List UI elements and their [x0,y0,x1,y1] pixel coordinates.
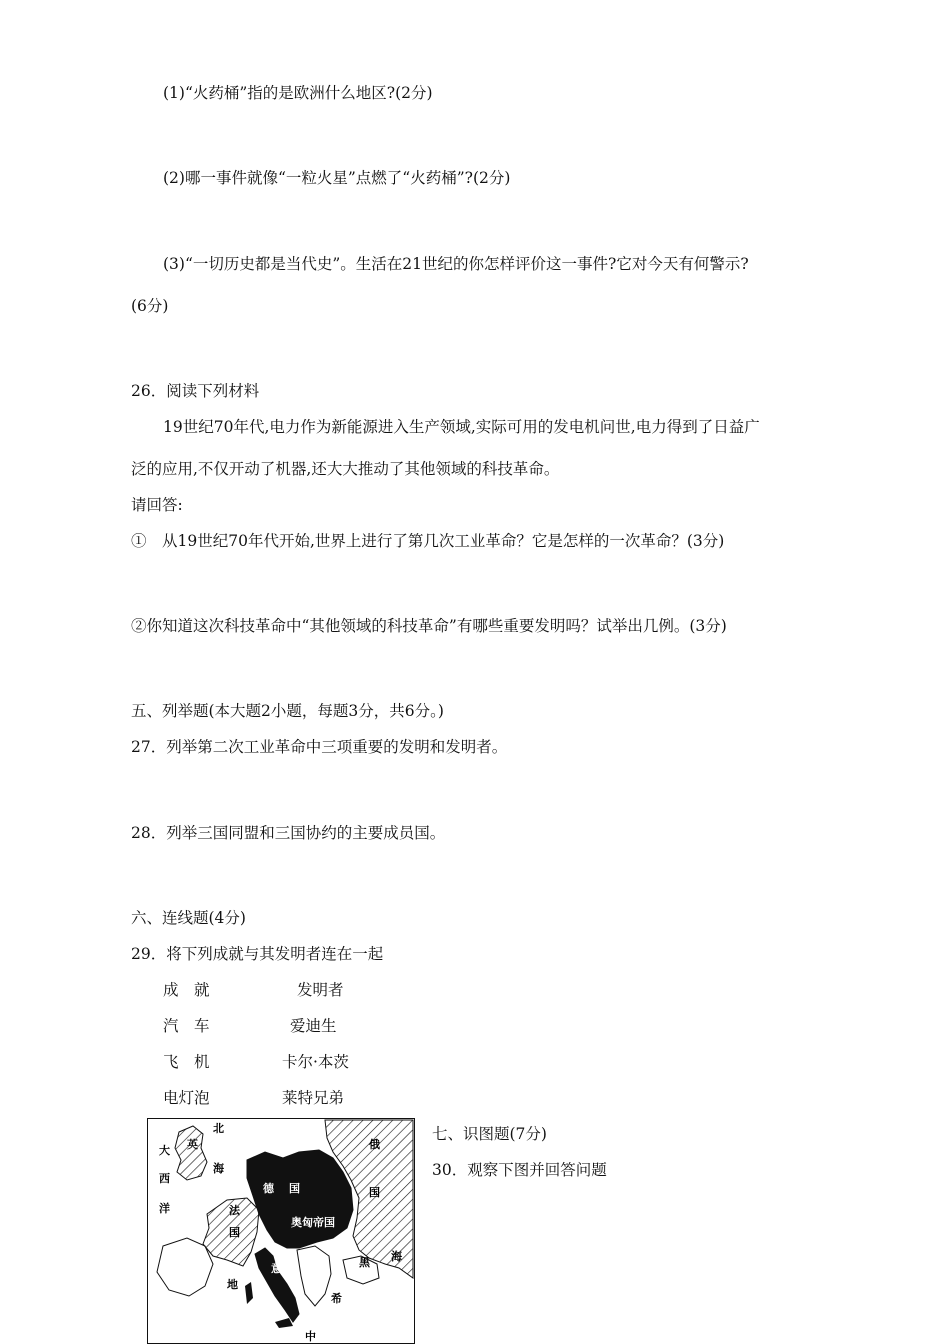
section6-title: 六、连线题(4分) [131,909,246,927]
q26-material-line2: 泛的应用,不仅开动了机器,还大大推动了其他领域的科技革命。 [131,460,560,478]
label-mediterranean: 中 [305,1330,316,1343]
label-france: 国 [229,1226,240,1239]
label-north-sea: 海 [213,1162,224,1175]
britain-region [175,1126,207,1180]
label-atlantic: 西 [159,1172,170,1185]
q28: 28．列举三国同盟和三国协约的主要成员国。 [131,824,446,842]
europe-alliances-map [147,1118,415,1344]
label-black-sea: 黑 [359,1256,370,1269]
label-black-sea: 海 [391,1250,402,1263]
label-atlantic: 大 [159,1144,170,1157]
q25-sub3-score: (6分) [131,297,169,315]
label-austria-hungary: 奥匈帝国 [291,1216,335,1229]
match-right-item: 卡尔·本茨 [282,1053,349,1071]
label-france: 法 [229,1204,240,1217]
q25-sub3: (3)“一切历史都是当代史”。生活在21世纪的你怎样评价这一事件?它对今天有何警示? [163,255,749,273]
map-svg [147,1118,415,1344]
label-italy: 意 [271,1262,282,1275]
section7-title: 七、识图题(7分) [432,1125,547,1143]
label-germany: 国 [289,1182,300,1195]
label-mediterranean: 地 [227,1278,238,1291]
q26-sub1: ① 从19世纪70年代开始,世界上进行了第几次工业革命？它是怎样的一次革命？(3分) [131,532,725,550]
label-russia: 国 [369,1186,380,1199]
label-north-sea: 北 [213,1122,224,1135]
label-russia: 俄 [369,1138,380,1151]
q26-title: 26．阅读下列材料 [131,382,260,400]
match-header-left: 成 就 [163,981,210,999]
match-left-item: 汽 车 [163,1017,210,1035]
label-atlantic: 洋 [159,1202,170,1215]
q25-sub1: (1)“火药桶”指的是欧洲什么地区?(2分) [163,84,433,102]
label-germany: 德 [263,1182,274,1195]
q26-material-line1: 19世纪70年代,电力作为新能源进入生产领域,实际可用的发电机问世,电力得到了日益广 [163,418,760,436]
q29: 29．将下列成就与其发明者连在一起 [131,945,384,963]
q27: 27．列举第二次工业革命中三项重要的发明和发明者。 [131,738,508,756]
q26-sub2: ②你知道这次科技革命中“其他领域的科技革命”有哪些重要发明吗？试举出几例。(3分) [131,617,727,635]
q26-prompt: 请回答: [131,496,183,514]
match-header-right: 发明者 [297,981,344,999]
label-britain: 英 [187,1138,198,1151]
q30: 30．观察下图并回答问题 [432,1161,607,1179]
match-left-item: 电灯泡 [163,1089,210,1107]
section5-title: 五、列举题(本大题2小题，每题3分，共6分。) [131,702,444,720]
match-right-item: 莱特兄弟 [282,1089,345,1107]
match-left-item: 飞 机 [163,1053,210,1071]
match-right-item: 爱迪生 [290,1017,337,1035]
label-greece: 希 [331,1292,342,1305]
q25-sub2: (2)哪一事件就像“一粒火星”点燃了“火药桶”?(2分) [163,169,511,187]
